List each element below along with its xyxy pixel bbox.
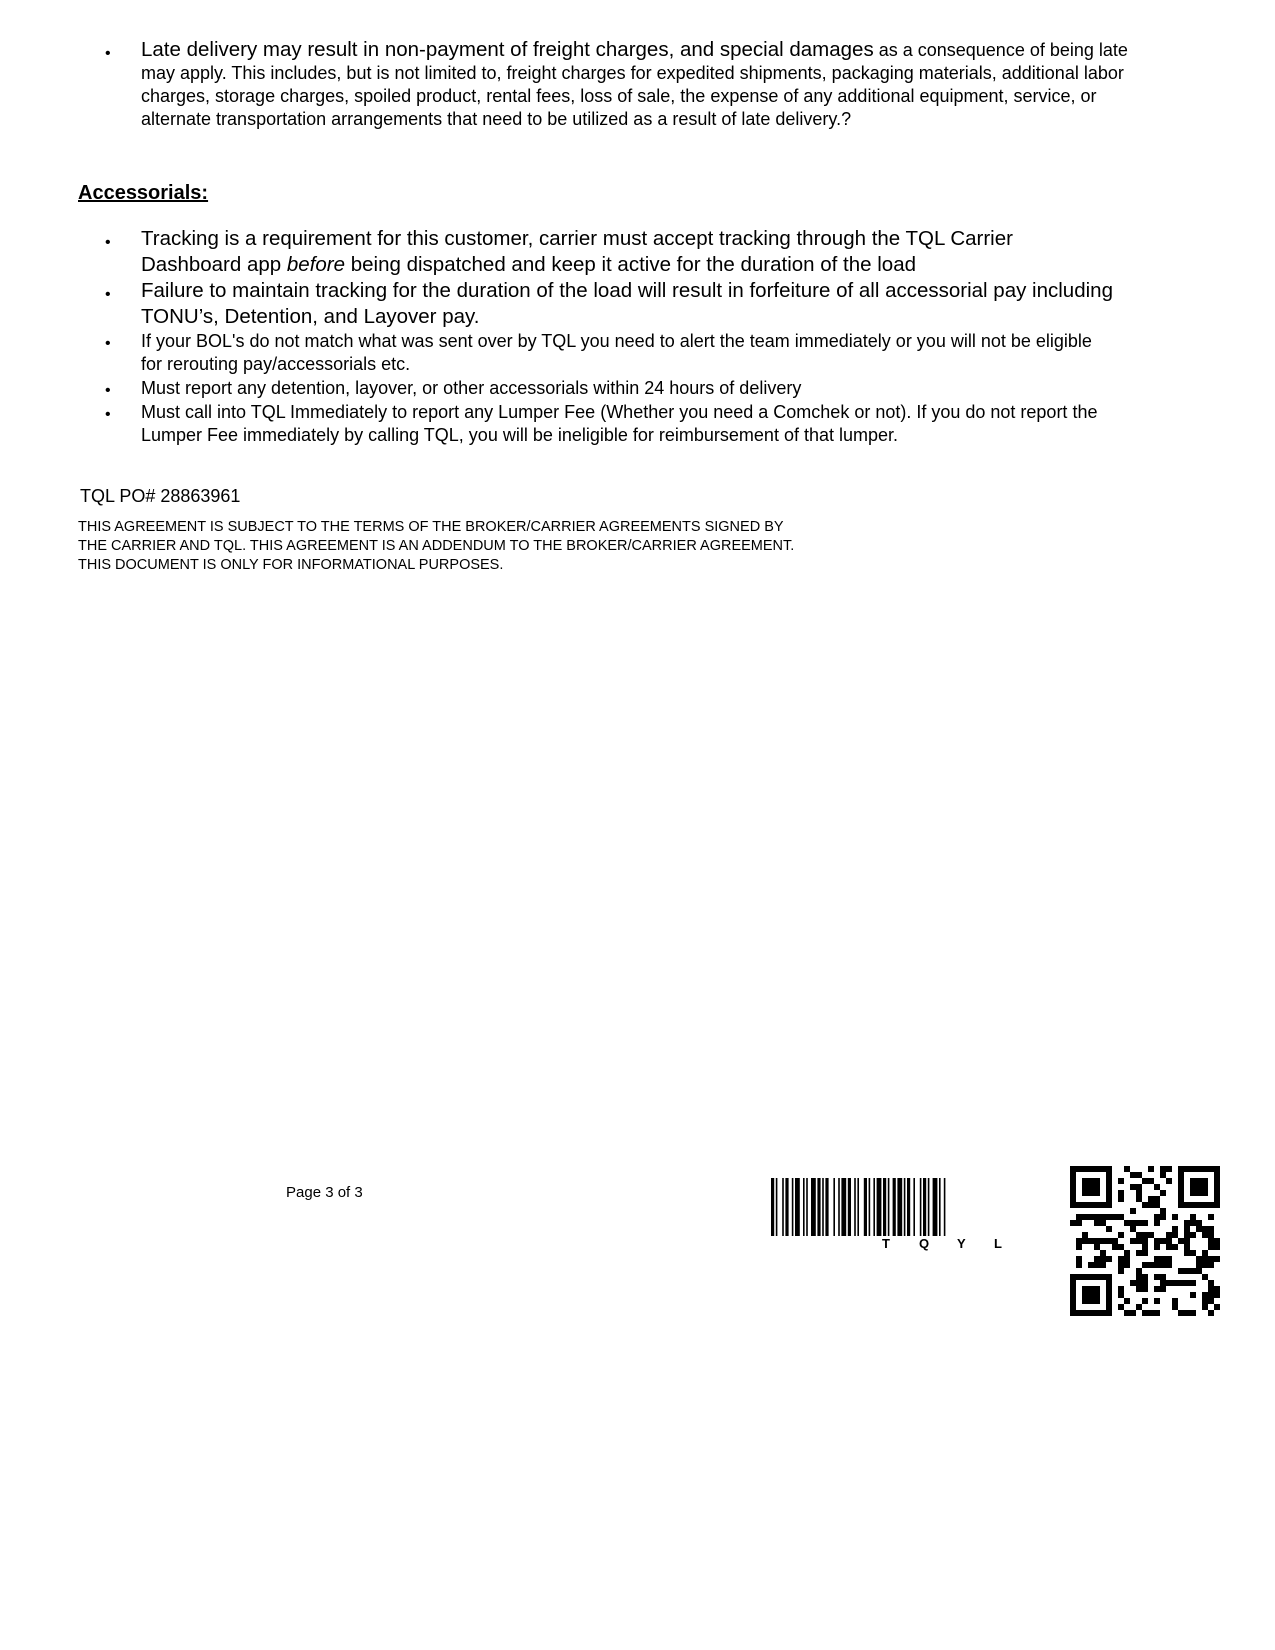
tracking-failure-item: • Failure to maintain tracking for the duration of the load will result in forfeiture of all accessorial pay including TONU’s, Detention, and Layover pay. [105,278,1116,330]
barcode-text [771,1236,1053,1254]
late-delivery-list [105,38,1128,131]
late-delivery-rest: as a consequence of being late may apply. This includes, but is not limited to, freight charges for expedited shipments, packaging materials, additional labor charges, storage charges, spoiled product, rental fees, loss of sale, the expense of any additional equipment, service, or alternate transportation arrangements that need to be utilized as a result of late delivery.? [141,40,1128,129]
barcode-char: T [882,1236,890,1251]
report-accessorials-item: • Must report any detention, layover, or other accessorials within 24 hours of delivery [105,377,1105,400]
tracking-text-post: being dispatched and keep it active for the duration of the load [345,253,917,276]
late-delivery-item [105,38,1141,131]
tracking-requirement-item [105,226,1116,278]
accessorials-heading: Accessorials: [78,182,209,204]
tracking-text-pre: Tracking is a requirement for this customer, carrier must accept tracking through the TQL Carrier Dashboard app [141,227,1013,276]
accessorials-list [105,226,1113,448]
barcode-char: L [994,1236,1002,1251]
lumper-fee-item: • Must call into TQL Immediately to report any Lumper Fee (Whether you need a Comchek or not). If you do not report the Lumper Fee immediately by calling TQL, you will be ineligible for reimbursement of that lumper. [105,401,1116,447]
agreement-notice: THIS AGREEMENT IS SUBJECT TO THE TERMS OF THE BROKER/CARRIER AGREEMENTS SIGNED BY THE CARRIER AND TQL. THIS AGREEMENT IS AN ADDENDUM TO THE BROKER/CARRIER AGREEMENT. THIS DOCUMENT IS ONLY FOR INFORMATIONAL PURPOSES. [78,519,795,573]
barcode-char: Y [957,1236,966,1251]
late-delivery-lead: Late delivery may result in non-payment of freight charges, and special damages [141,38,874,61]
page-number: Page 3 of 3 [286,1184,363,1201]
bol-mismatch-item: • If your BOL's do not match what was sent over by TQL you need to alert the team immediately or you will not be eligible for rerouting pay/accessorials etc. [105,330,1116,376]
tracking-text-emphasis: before [286,253,346,276]
qr-code-icon [1070,1166,1220,1316]
barcode-icon [771,1178,1053,1236]
barcode-char: Q [919,1236,930,1251]
po-number: TQL PO# 28863961 [80,486,241,506]
